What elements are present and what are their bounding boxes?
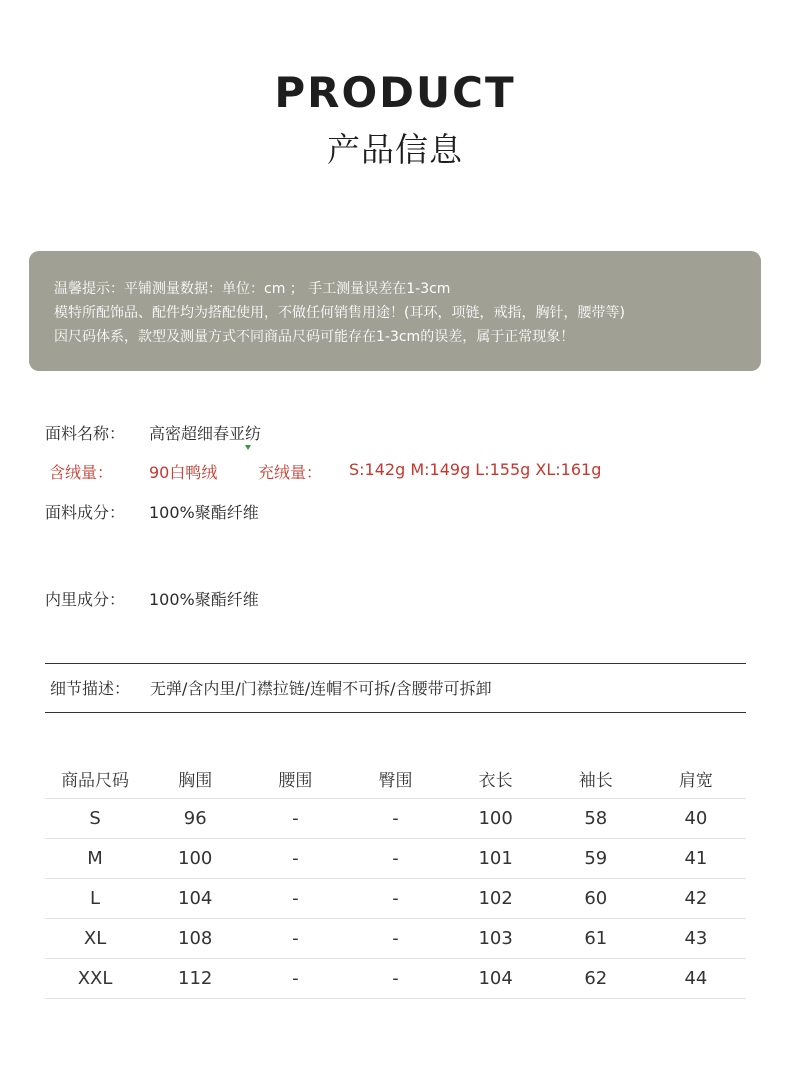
- table-cell: 104: [145, 879, 245, 919]
- header-cell: 臀围: [345, 758, 445, 799]
- table-cell: 61: [546, 919, 646, 959]
- header-cell: 胸围: [145, 758, 245, 799]
- table-cell: 112: [145, 959, 245, 999]
- notice-line: 因尺码体系，款型及测量方式不同商品尺码可能存在1-3cm的误差，属于正常现象！: [54, 329, 575, 345]
- fabric-comp-label: 面料成分：: [45, 503, 126, 522]
- down-row: [49, 460, 602, 483]
- size-table: [45, 758, 746, 999]
- table-cell: XXL: [45, 959, 145, 999]
- table-cell: -: [245, 919, 345, 959]
- table-cell: -: [245, 959, 345, 999]
- header-cell: 腰围: [245, 758, 345, 799]
- table-cell: 58: [546, 799, 646, 839]
- table-cell: 60: [546, 879, 646, 919]
- fabric-comp-value: 100%聚酯纤维: [149, 503, 259, 522]
- lining-comp-row: [45, 587, 259, 610]
- lining-comp-label: 内里成分：: [45, 590, 126, 609]
- table-row: [45, 919, 746, 959]
- green-marker: [245, 445, 251, 450]
- detail-value: 无弹/含内里/门襟拉链/连帽不可拆/含腰带可拆卸: [150, 679, 492, 698]
- table-cell: 62: [546, 959, 646, 999]
- table-cell: 43: [646, 919, 746, 959]
- fabric-name-value: 高密超细春亚纺: [149, 424, 262, 443]
- fabric-comp-row: [45, 500, 259, 523]
- table-cell: -: [245, 839, 345, 879]
- fill-weight-value: S:142g M:149g L:155g XL:161g: [349, 460, 602, 479]
- table-cell: -: [245, 799, 345, 839]
- header-cell: 衣长: [446, 758, 546, 799]
- table-cell: -: [245, 879, 345, 919]
- header-cell: 商品尺码: [45, 758, 145, 799]
- table-cell: 44: [646, 959, 746, 999]
- table-cell: 108: [145, 919, 245, 959]
- divider-top: [45, 663, 746, 664]
- lining-comp-value: 100%聚酯纤维: [149, 590, 259, 609]
- detail-label: 细节描述：: [50, 679, 131, 698]
- table-cell: -: [345, 879, 445, 919]
- table-cell: L: [45, 879, 145, 919]
- notice-line: 模特所配饰品、配件均为搭配使用，不做任何销售用途！(耳环，项链，戒指，胸针，腰带等): [54, 305, 625, 321]
- table-cell: 42: [646, 879, 746, 919]
- page-title-cn: 产品信息: [327, 130, 463, 169]
- table-cell: 100: [145, 839, 245, 879]
- divider-bottom: [45, 712, 746, 713]
- down-content-value: 90白鸭绒: [149, 463, 218, 482]
- page-title-en: PRODUCT: [274, 68, 516, 117]
- table-cell: 96: [145, 799, 245, 839]
- table-cell: 101: [446, 839, 546, 879]
- down-content-label: 含绒量：: [49, 463, 114, 482]
- table-cell: -: [345, 959, 445, 999]
- table-row: [45, 799, 746, 839]
- notice-line: 温馨提示：平铺测量数据：单位：cm ； 手工测量误差在1-3cm: [54, 281, 451, 297]
- fill-weight-label: 充绒量：: [258, 463, 323, 482]
- table-row: [45, 879, 746, 919]
- table-cell: S: [45, 799, 145, 839]
- size-table-header: [45, 758, 746, 799]
- table-cell: 59: [546, 839, 646, 879]
- table-cell: 100: [446, 799, 546, 839]
- table-cell: M: [45, 839, 145, 879]
- table-cell: XL: [45, 919, 145, 959]
- table-cell: 104: [446, 959, 546, 999]
- detail-row: [50, 676, 492, 699]
- header-cell: 肩宽: [646, 758, 746, 799]
- fabric-name-row: [45, 421, 262, 444]
- table-cell: 40: [646, 799, 746, 839]
- table-cell: 103: [446, 919, 546, 959]
- table-row: [45, 839, 746, 879]
- table-row: [45, 959, 746, 999]
- table-cell: -: [345, 799, 445, 839]
- table-cell: 102: [446, 879, 546, 919]
- fabric-name-label: 面料名称：: [45, 424, 126, 443]
- header-cell: 袖长: [546, 758, 646, 799]
- notice-box: [29, 251, 761, 371]
- table-cell: 41: [646, 839, 746, 879]
- table-cell: -: [345, 919, 445, 959]
- table-cell: -: [345, 839, 445, 879]
